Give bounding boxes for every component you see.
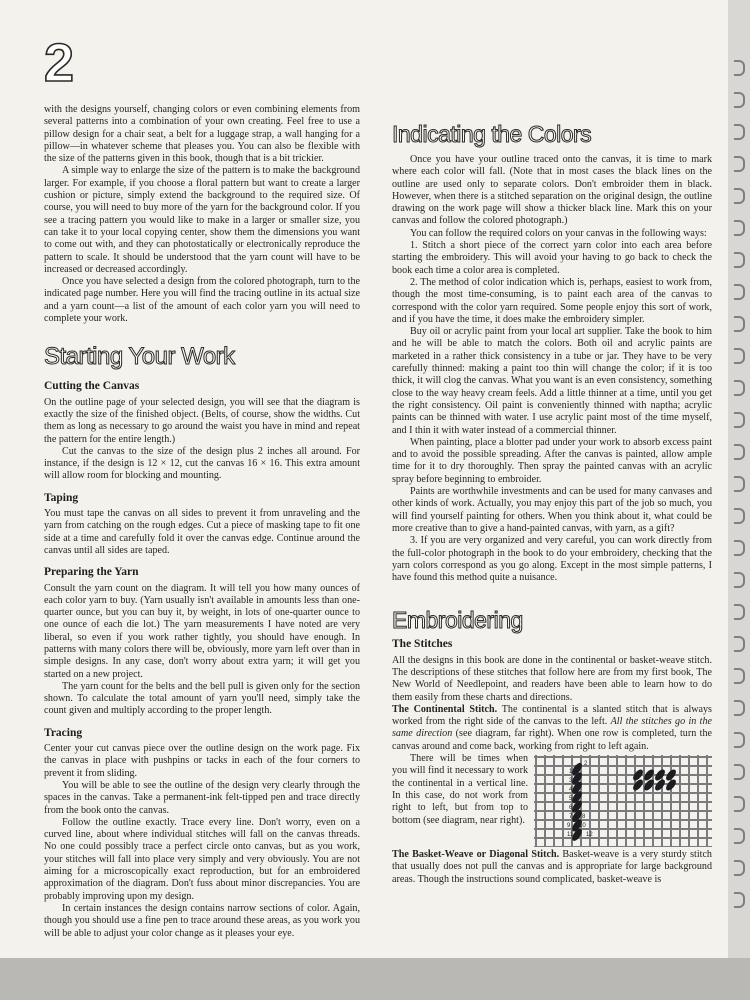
heading-yarn: Preparing the Yarn <box>44 566 139 579</box>
section-title-starting: Starting Your Work <box>44 343 235 371</box>
binding-coil <box>734 284 745 300</box>
basket-weave-paragraph <box>392 849 712 886</box>
tracing-paragraph-2: You will be able to see the outline of the design very clearly through the spaces in the canvas. Take a permanent-ink felt-tipped pen and trace directly from the book onto the canvas. <box>44 779 360 816</box>
yarn-paragraph-1: Consult the yarn count on the diagram. It will tell you how many ounces of each color yarn to buy. (Yarn usually isn't available in amounts less than one-quarter ounce, but you can buy it, by weight, in lots of one-quarter ounce to one ounce of each die lot.) The yarn measurements I have noted are very liberal, so even if you work rather tightly, you should have enough. In patterns with many colors there will be, obviously, more yarn left over than in simple designs. In any case, don't worry about extra yarn; it will get you started on a new project. <box>44 582 360 680</box>
binding-coil <box>734 156 745 172</box>
binding-coil <box>734 892 745 908</box>
stitches-paragraph: All the designs in this book are done in the continental or basket-weave stitch. The descriptions of these stitches that follow here are from my first book, The New World of Needlepoint, and readers have been able to learn how to do them easily from these charts and directions. <box>392 654 712 703</box>
colors-paragraph-5: Buy oil or acrylic paint from your local art supplier. Take the book to him and he will be able to match the colors. Both oil and acrylic paints are marketed in a rather thick consistency in a tube or jar. They have to be very carefully thinned: making a paint too thin will change the color; if it is too thick, it will clog the canvas. What you want is an even consistency, something close to the way heavy cream feels. Add a little thinner at a time, until you get the right consistency. Oil paint is conveniently thinned with naptha; acrylic paints can be thinned with water. I use acrylic paint most of the time myself, and I thin it with water instead of a commercial thinner. <box>392 326 712 436</box>
binding-coil <box>734 732 745 748</box>
diagram-label: 10 <box>579 823 586 830</box>
binding-coil <box>734 220 745 236</box>
stitch-diagram <box>534 755 712 847</box>
binding-coil <box>734 796 745 812</box>
yarn-paragraph-2: The yarn count for the belts and the bell pull is given only for the section shown. To calculate the total amount of yarn you'll need, simply take the count given and multiply according to the proper length. <box>44 680 360 717</box>
binding-coil <box>734 572 745 588</box>
chapter-number: 2 <box>44 33 75 93</box>
intro-paragraph-2: A simple way to enlarge the size of the pattern is to make the background larger. For example, if you choose a floral pattern but want to create a larger cushion or picture, simply extend the background to the required size. Of course, you will need to buy more of the yarn for the background color. If you see a tracing pattern you would like to make in a larger or smaller size, you can take it to your local copying center, show them the dimensions you want to come out with, and they can photostatically or electronically reproduce the pattern to scale. It should be understood that the yarn count will have to be increased or decreased accordingly. <box>44 165 360 275</box>
binding-coil <box>734 92 745 108</box>
continental-text-b: All the stitches go in the same direction <box>392 716 712 740</box>
binding-coil <box>734 316 745 332</box>
cutting-paragraph-1: On the outline page of your selected design, you will see that the diagram is exactly the size of the finished object. (Belts, of course, show the widths. Cut them as long as necessary to go around the waist you have in mind and repeat the pattern for the entire length.) <box>44 396 360 445</box>
heading-stitches: The Stitches <box>392 638 453 651</box>
binding-coil <box>734 636 745 652</box>
binding-coil <box>734 540 745 556</box>
diagram-label: 5 <box>569 796 573 803</box>
diagram-label: 2 <box>584 761 588 768</box>
binding-coil <box>734 444 745 460</box>
diagram-label: 7 <box>569 814 573 821</box>
heading-tracing: Tracing <box>44 726 83 739</box>
continental-text-c: (see diagram, far right). When one row is completed, turn the canvas around and come back, working from right to left again. <box>392 728 712 752</box>
colors-paragraph-6: When painting, place a blotter pad under your work to absorb excess paint and to avoid the possible spreading. After the canvas is painted, allow ample time for it to dry thoroughly. Then spray the painted canvas with an acrylic spray before beginning to embroider. <box>392 436 712 485</box>
binding-coil <box>734 700 745 716</box>
taping-paragraph: You must tape the canvas on all sides to prevent it from unraveling and the yarn from catching on the rough edges. Cut a piece of masking tape to fit one side at a time and carefully fold it over the canvas edge. Continue around the canvas until all sides are taped. <box>44 508 360 556</box>
binding-coil <box>734 860 745 876</box>
continental-lead: The Continental Stitch. <box>392 703 498 715</box>
binding-coil <box>734 380 745 396</box>
binding-coil <box>734 124 745 140</box>
diagram-label: 12 <box>586 832 593 839</box>
basket-weave-lead: The Basket-Weave or Diagonal Stitch. <box>392 849 560 861</box>
binding-coil <box>734 188 745 204</box>
colors-paragraph-4: 2. The method of color indication which is, perhaps, easiest to work from, though the most time-consuming, is to paint each area of the canvas to correspond with the color yarn required. Some people enjoy this sort of work, and if you have the time, it does make the embroidery simpler. <box>392 276 712 325</box>
binding-coil <box>734 668 745 684</box>
heading-cutting: Cutting the Canvas <box>44 380 140 393</box>
colors-paragraph-7: Paints are worthwhile investments and can be used for many canvases and other kinds of work. Actually, you may enjoy this part of the job so much, you will find yourself painting for others. When you think about it, what could be more creative than to give a hand-painted canvas, with yarn, as a gift? <box>392 486 712 534</box>
binding-coil <box>734 476 745 492</box>
binding-coil <box>734 412 745 428</box>
section-title-colors: Indicating the Colors <box>392 121 592 147</box>
diagram-label: 3 <box>569 778 573 785</box>
continental-paragraph-2: There will be times when you will find it necessary to work the continental in a vertical line. In this case, do not work from right to left, but from top to bottom (see diagram, near right). <box>392 753 528 826</box>
binding-coil <box>734 604 745 620</box>
tracing-paragraph-1: Center your cut canvas piece over the outline design on the work page. Fix the canvas in place with pushpins or tacks in each of the four corners to prevent it from sliding. <box>44 743 360 779</box>
section-title-embroidering: Embroidering <box>392 607 523 634</box>
diagram-label: 8 <box>582 814 586 821</box>
colors-paragraph-3: 1. Stitch a short piece of the correct yarn color into each area before starting the embroidery. This will avoid your having to go back to check the book each time a color area is completed. <box>392 240 712 276</box>
diagram-label: 9 <box>567 823 571 830</box>
diagram-label: 6 <box>569 805 573 812</box>
binding-coil <box>734 60 745 76</box>
cutting-paragraph-2: Cut the canvas to the size of the design plus 2 inches all around. For instance, if the design is 12 × 12, cut the canvas 16 × 16. This extra amount will allow room for blocking and mounting. <box>44 445 360 482</box>
binding-coil <box>734 348 745 364</box>
colors-paragraph-2: You can follow the required colors on your canvas in the following ways: <box>410 227 707 239</box>
binding-coil <box>734 764 745 780</box>
intro-paragraph-1: with the designs yourself, changing colors or even combining elements from several patterns into a combination of your own creating. Feel free to use a pillow design for a chair seat, a belt for a luggage strap, a wall hanging for a pillow—in whatever scheme that pleases you. You can also be flexible with the size of the patterns given in this book, though that is a bit trickier. <box>44 104 360 165</box>
colors-paragraph-1: Once you have your outline traced onto the canvas, it is time to mark where each color will fall. (Note that in most cases the black lines on the outline are used only to separate colors. Don't embroider them in black. However, when there is a stitched separation on the original design, the outline drawing on the work page will show a thicker black line. Mark this on your canvas and follow the colored photograph.) <box>392 154 712 227</box>
heading-taping: Taping <box>44 491 79 504</box>
tracing-paragraph-4: In certain instances the design contains narrow sections of color. Again, though you should use a fine pen to trace around these areas, as you work you will be able to adjust your color change as it pleases your eye. <box>44 902 360 939</box>
diagram-label: 11 <box>567 832 574 839</box>
basket-weave-text: Basket-weave is a very sturdy stitch that usually does not pull the canvas and is appropriate for large background areas. Though the instructions sound complicated, basket-weave is <box>392 849 712 885</box>
binding-coil <box>734 252 745 268</box>
diagram-label: 4 <box>569 787 573 794</box>
right-column <box>392 120 712 886</box>
background-surface <box>0 958 750 1000</box>
diagram-label: 1 <box>569 769 573 776</box>
intro-paragraph-3: Once you have selected a design from the colored photograph, turn to the indicated page number. Here you will find the tracing outline in its actual size and a yarn count—a list of the amount of each color yarn you will need to complete your work. <box>44 276 360 325</box>
binding-coil <box>734 508 745 524</box>
tracing-paragraph-3: Follow the outline exactly. Trace every line. Don't worry, even on a curved line, about where individual stitches will fall on the canvas threads. No one could possibly trace a perfect circle onto canvas, but as you work, your stitches will fall into place very simply and very obviously. You are not aiming for a microscopically exact reproduction, but for an embroidered approximation of the diagram. Don't fuss about minor discrepancies. You are probably improving upon my design. <box>44 816 360 902</box>
continental-text-a: The continental is a slanted stitch that is always worked from the right side of the canvas to the left. <box>392 703 712 728</box>
continental-paragraph <box>392 704 712 753</box>
colors-paragraph-8: 3. If you are very organized and very careful, you can work directly from the full-color photograph in the book to do your embroidery, checking that the yarn colors correspond as you go along. Except in the most simple patterns, I have found this method quite a nuisance. <box>392 535 712 584</box>
binding-coil <box>734 828 745 844</box>
left-column <box>44 104 360 940</box>
